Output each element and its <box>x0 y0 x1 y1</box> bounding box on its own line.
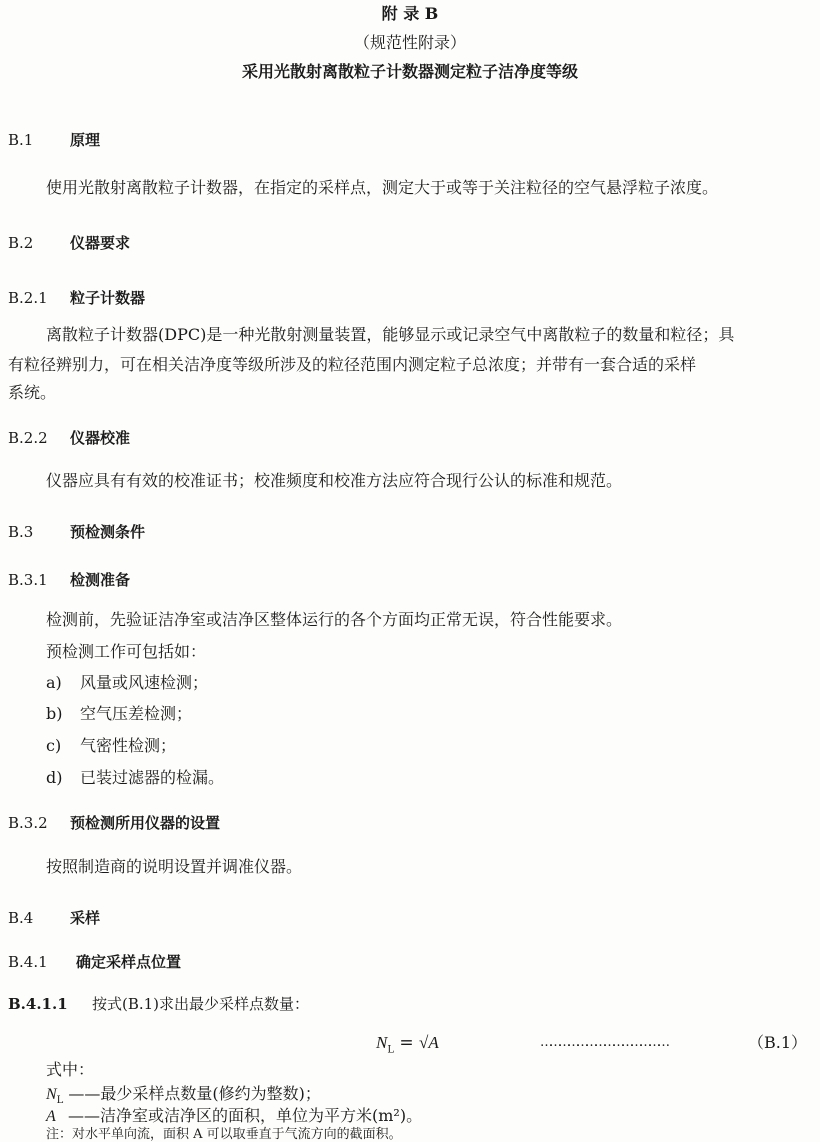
heading-b2: B.2 仪器要求 <box>8 234 131 252</box>
paragraph-line: 离散粒子计数器(DPC)是一种光散射测量装置，能够显示或记录空气中离散粒子的数量和粒径；具 <box>46 325 735 344</box>
list-item: d) 已装过滤器的检漏。 <box>46 768 225 787</box>
list-item: b) 空气压差检测； <box>46 704 193 723</box>
paragraph-line: 系统。 <box>8 383 57 402</box>
paragraph-line: 预检测工作可包括如： <box>46 642 207 661</box>
paragraph-line: 有粒径辨别力，可在相关洁净度等级所涉及的粒径范围内测定粒子总浓度；并带有一套合适的采样 <box>8 355 697 374</box>
paragraph: 仪器应具有有效的校准证书；校准频度和校准方法应符合现行公认的标准和规范。 <box>46 471 623 490</box>
appendix-label: 附 录 B <box>381 4 439 23</box>
definition: $N_L$ ——最少采样点数量(修约为整数)； <box>46 1084 321 1107</box>
formula-label: （B.1） <box>748 1033 808 1052</box>
heading-b3-2: B.3.2 预检测所用仪器的设置 <box>8 814 221 832</box>
note: 注：对水平单向流，面积 A 可以取垂直于气流方向的截面积。 <box>46 1127 402 1142</box>
paragraph: 使用光散射离散粒子计数器，在指定的采样点，测定大于或等于关注粒径的空气悬浮粒子浓度。 <box>46 178 719 197</box>
where-label: 式中： <box>46 1060 95 1079</box>
formula-leader: …………………………………… <box>540 1035 666 1050</box>
heading-b3: B.3 预检测条件 <box>8 523 146 541</box>
paragraph: 按照制造商的说明设置并调准仪器。 <box>46 857 303 876</box>
appendix-type: （规范性附录） <box>353 33 466 52</box>
heading-b2-1: B.2.1 粒子计数器 <box>8 289 146 307</box>
list-item: a) 风量或风速检测； <box>46 673 209 692</box>
paragraph-line: 检测前，先验证洁净室或洁净区整体运行的各个方面均正常无误，符合性能要求。 <box>46 610 623 629</box>
heading-b3-1: B.3.1 检测准备 <box>8 571 131 589</box>
heading-b4-1-1: B.4.1.1 按式(B.1)求出最少采样点数量： <box>8 995 310 1013</box>
heading-b4-1: B.4.1 确定采样点位置 <box>8 953 182 971</box>
formula: $N_L = √A$ <box>376 1033 439 1056</box>
appendix-title: 采用光散射离散粒子计数器测定粒子洁净度等级 <box>241 62 578 81</box>
heading-b4: B.4 采样 <box>8 909 101 927</box>
definition: A ——洁净室或洁净区的面积，单位为平方米(m²)。 <box>46 1106 423 1125</box>
list-item: c) 气密性检测； <box>46 736 177 755</box>
heading-b1: B.1 原理 <box>8 131 101 149</box>
heading-b2-2: B.2.2 仪器校准 <box>8 429 131 447</box>
